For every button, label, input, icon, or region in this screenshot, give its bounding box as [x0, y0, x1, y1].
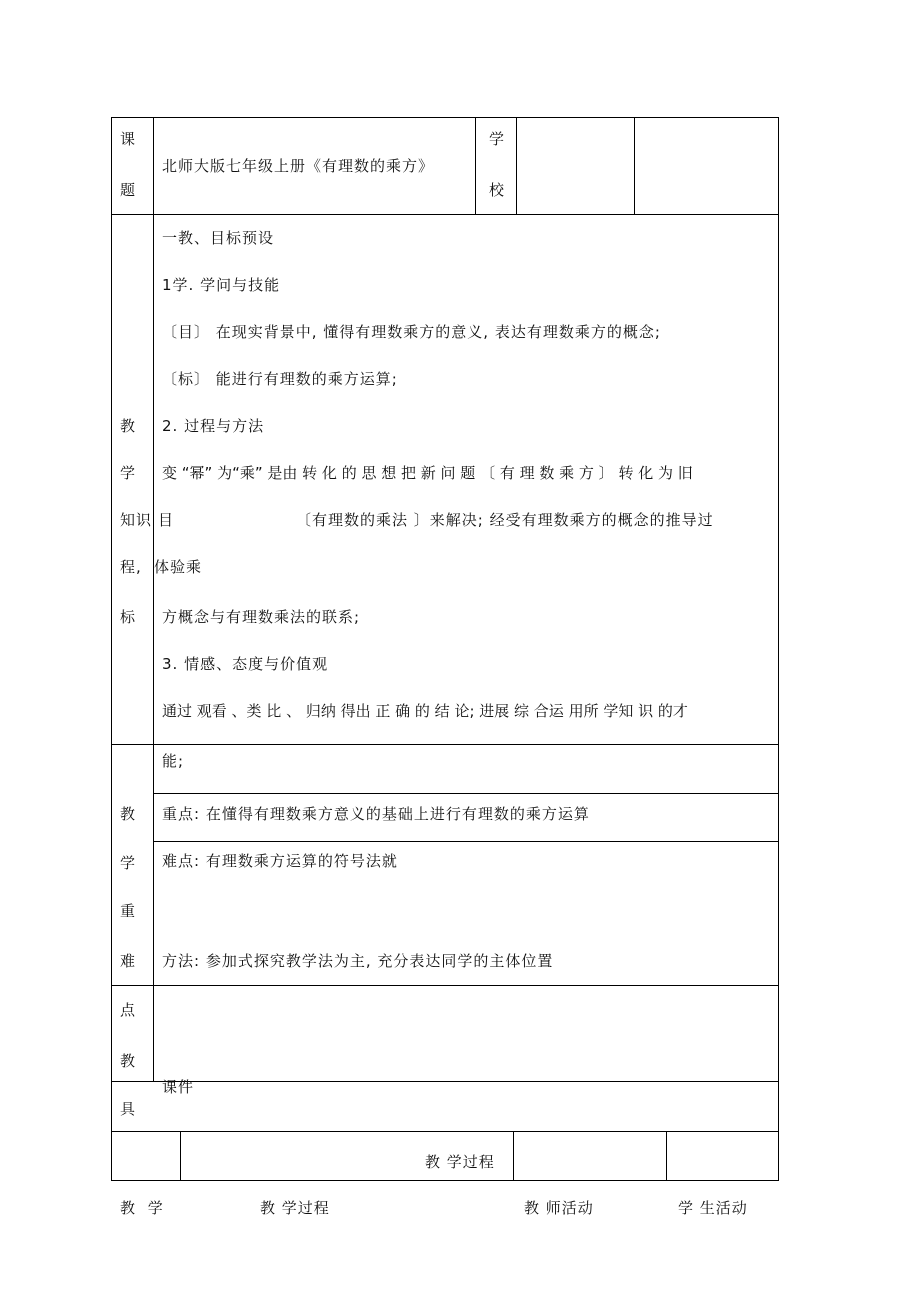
process-divider-1 [180, 1131, 181, 1181]
objectives-side-label-2: 学 [120, 464, 137, 482]
objectives-line-2: 1学. 学问与技能 [162, 276, 281, 294]
header-divider-1 [475, 117, 476, 215]
tools-value: 课件 [162, 1078, 195, 1096]
row-divider-1 [111, 214, 779, 215]
footer-col-teaching: 教 学 [120, 1199, 167, 1217]
row-divider-5 [111, 985, 779, 986]
footer-col-process: 教 学过程 [260, 1199, 330, 1217]
table-top-border [111, 117, 779, 118]
objectives-line-4: 〔标〕 能进行有理数的乘方运算; [162, 370, 398, 388]
row-divider-7 [111, 1131, 779, 1132]
header-divider-2 [516, 117, 517, 215]
process-header: 教 学过程 [425, 1153, 495, 1171]
objectives-line-6: 变 “幂” 为“乘” 是由 转 化 的 思 想 把 新 问 题 〔 有 理 数 乘 方 〕 转 化 为 旧 [162, 464, 693, 482]
objectives-line-8: 〔有理数的乘法 〕来解决; 经受有理数乘方的概念的推导过 [296, 511, 714, 529]
topic-label-top: 课 [120, 130, 137, 148]
row-divider-2 [111, 744, 779, 745]
header-divider-3 [634, 117, 635, 215]
table-bottom-border [111, 1180, 779, 1181]
objectives-line-1: 一教、目标预设 [162, 229, 275, 247]
row-divider-4 [153, 841, 779, 842]
row-divider-6 [111, 1081, 779, 1082]
difficulty-text: 难点: 有理数乘方运算的符号法就 [162, 852, 398, 870]
keypoints-side-label-3: 重 [120, 902, 137, 920]
row-divider-3 [153, 793, 779, 794]
keypoints-side-label-1: 教 [120, 805, 137, 823]
objectives-line-9: 体验乘 [154, 558, 203, 576]
objectives-line-7: 目 [158, 511, 175, 529]
school-label-top: 学 [489, 130, 506, 148]
objectives-line-13: 能; [162, 752, 185, 770]
label-column-divider [153, 117, 154, 1082]
school-label-bottom: 校 [489, 181, 506, 199]
objectives-side-label-3: 知识 [120, 511, 153, 529]
footer-col-student-activity: 学 生活动 [678, 1199, 748, 1217]
method-text: 方法: 参加式探究教学法为主, 充分表达同学的主体位置 [162, 952, 554, 970]
objectives-line-11: 3. 情感、态度与价值观 [162, 655, 329, 673]
keypoints-side-label-2: 学 [120, 854, 137, 872]
table-left-border [111, 117, 112, 1181]
tools-side-label-2: 具 [120, 1100, 137, 1118]
process-divider-2 [513, 1131, 514, 1181]
table-right-border [778, 117, 779, 1181]
objectives-line-12: 通过 观看 、类 比 、 归纳 得出 正 确 的 结 论; 进展 综 合运 用所 学知 识 的才 [162, 702, 688, 720]
topic-label-bottom: 题 [120, 181, 137, 199]
lesson-title: 北师大版七年级上册《有理数的乘方》 [162, 157, 435, 175]
objectives-line-10: 方概念与有理数乘法的联系; [162, 608, 361, 626]
objectives-line-3: 〔目〕 在现实背景中, 懂得有理数乘方的意义, 表达有理数乘方的概念; [162, 323, 661, 341]
emphasis-text: 重点: 在懂得有理数乘方意义的基础上进行有理数的乘方运算 [162, 805, 590, 823]
objectives-side-label-4: 程, [120, 558, 142, 576]
keypoints-side-label-4: 难 [120, 952, 137, 970]
tools-side-label-1: 教 [120, 1052, 137, 1070]
footer-col-teacher-activity: 教 师活动 [524, 1199, 594, 1217]
objectives-side-label-5: 标 [120, 608, 137, 626]
objectives-line-5: 2. 过程与方法 [162, 417, 265, 435]
process-divider-3 [666, 1131, 667, 1181]
objectives-side-label-1: 教 [120, 417, 137, 435]
keypoints-side-label-5: 点 [120, 1001, 137, 1019]
